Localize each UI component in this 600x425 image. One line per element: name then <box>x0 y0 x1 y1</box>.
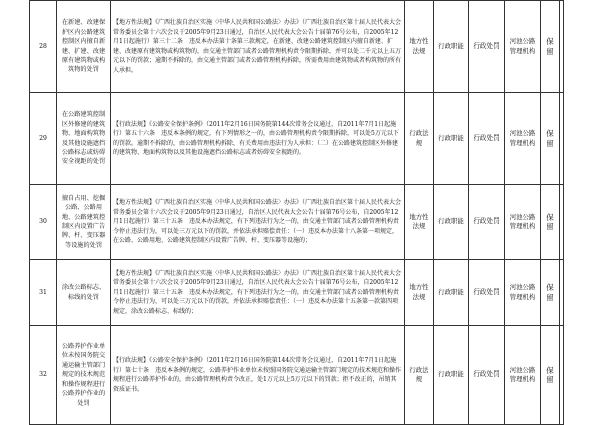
item-name: 公路养护作业单位未按国务院交通运输主管部门规定的技术规范和操作规程进行公路养护作业的处罚 <box>57 326 111 425</box>
item-name: 擅自占用、挖掘公路、公路用地、公路建筑控制区内设置广告牌、杆、变压器等设施的处罚 <box>57 185 111 260</box>
implementing-dept: 河池公路管理机构 <box>505 185 541 260</box>
row-number: 30 <box>30 185 57 260</box>
row-number: 28 <box>30 1 57 93</box>
row-number: 31 <box>30 260 57 326</box>
basis-type: 地方性法规 <box>405 1 434 93</box>
basis-type: 地方性法规 <box>405 185 434 260</box>
basis-type: 地方性法规 <box>405 260 434 326</box>
legal-basis: 【地方性法规】《广西壮族自治区实施〈中华人民共和国公路法〉办法》（广西壮族自治区第十届人民代表大会常务委员会第十六次会议于2005年9月23日通过，自治区人民代表大会公告十届第76号公布，自2005年12月1日起施行）第三十五条 违反本办法规定，有下列违法行为之一的，由交通主管部门或者公路管理机构责令停止违法行为，可以处三万元以下的罚款，并依法承担赔偿责任：（一）违反本办法第十八条第一项规定，在公路、公路用地、公路建筑控制区内设置广告牌、杆、变压器等设施的； <box>111 185 405 260</box>
implementing-dept: 河池公路管理机构 <box>505 326 541 425</box>
basis-type: 行政法规 <box>405 326 434 425</box>
item-name: 在新建、改建保护区内公路建筑控制区内擅自新建、扩建、改建原有建筑物或构筑物的处罚 <box>57 1 111 93</box>
handling-opinion: 保留 <box>541 260 560 326</box>
permission-type: 行政处罚 <box>469 1 505 93</box>
legal-basis: 【地方性法规】《广西壮族自治区实施〈中华人民共和国公路法〉办法》（广西壮族自治区第十届人民代表大会常务委员会第十六次会议于2005年9月23日通过，自治区人民代表大会公告十届第76号公布，自2005年12月1日起施行）第三十二条 违反本办法第十条第三款规定，在新建、改建公路建筑控制区内擅自新建、扩建、改建原有建筑物或构筑物的，由交通主管部门或者公路管理机构责令限期拆除，并可以处二千元以上五万元以下的罚款；逾期不拆除的，由交通主管部门或者公路管理机构拆除，所需费用由建筑物或者构筑物的所有人承担。 <box>111 1 405 93</box>
implementing-dept: 河池公路管理机构 <box>505 93 541 185</box>
permission-type: 行政处罚 <box>469 326 505 425</box>
remarks-cell <box>560 260 564 326</box>
remarks-cell <box>560 326 564 425</box>
basis-type: 行政法规 <box>405 93 434 185</box>
permission-type: 行政处罚 <box>469 185 505 260</box>
function-category: 行政职能 <box>434 93 469 185</box>
function-category: 行政职能 <box>434 185 469 260</box>
table-row <box>30 185 564 260</box>
handling-opinion: 保留 <box>541 1 560 93</box>
function-category: 行政职能 <box>434 260 469 326</box>
legal-basis: 【行政法规】《公路安全保护条例》（2011年2月16日国务院第144次常务会议通过，自2011年7月1日起施行）第七十条 违反本条例的规定，公路养护作业单位未按照国务院交通运输主管部门规定的技术规范和操作规程进行公路养护作业的，由公路管理机构责令改正，处1万元以上5万元以下的罚款；拒不改正的，吊销其资质证书。 <box>111 326 405 425</box>
handling-opinion: 保留 <box>541 185 560 260</box>
table-row <box>30 326 564 425</box>
remarks-cell <box>560 185 564 260</box>
handling-opinion: 保留 <box>541 326 560 425</box>
implementing-dept: 河池公路管理机构 <box>505 260 541 326</box>
item-name: 在公路建筑控制区外修建的建筑物、地面构筑物及其他设施遮挡公路标志或妨碍安全视距的处罚 <box>57 93 111 185</box>
table-row <box>30 260 564 326</box>
function-category: 行政职能 <box>434 1 469 93</box>
legal-basis: 【地方性法规】《广西壮族自治区实施〈中华人民共和国公路法〉办法》（广西壮族自治区第十届人民代表大会常务委员会第十六次会议于2005年9月23日通过，自治区人民代表大会公告十届第76号公布，自2005年12月1日起施行）第三十五条 违反本办法规定，有下列违法行为之一的，由交通主管部门或者公路管理机构责令停止违法行为，可以处三万元以下的罚款，并依法承担赔偿责任：（一）违反本办法第十五条第一款第四项规定，涂改公路标志、标线的； <box>111 260 405 326</box>
permission-table-sheet <box>29 0 564 425</box>
table-row <box>30 1 564 93</box>
table-row <box>30 93 564 185</box>
legal-basis: 【行政法规】《公路安全保护条例》（2011年2月16日国务院第144次常务会议通过，自2011年7月1日起施行）第五十六条 违反本条例的规定，有下列情形之一的，由公路管理机构责令限期拆除，可以处5万元以下的罚款。逾期不拆除的，由公路管理机构拆除，有关费用由违法行为人承担：（二）在公路建筑控制区外修建的建筑物、地面构筑物以及其他设施遮挡公路标志或者妨碍安全视距的。 <box>111 93 405 185</box>
row-number: 32 <box>30 326 57 425</box>
permission-table <box>29 0 564 425</box>
permission-type: 行政处罚 <box>469 260 505 326</box>
permission-type: 行政处罚 <box>469 93 505 185</box>
row-number: 29 <box>30 93 57 185</box>
remarks-cell <box>560 1 564 93</box>
handling-opinion: 保留 <box>541 93 560 185</box>
function-category: 行政职能 <box>434 326 469 425</box>
item-name: 涂改公路标志、标线的处罚 <box>57 260 111 326</box>
remarks-cell <box>560 93 564 185</box>
implementing-dept: 河池公路管理机构 <box>505 1 541 93</box>
